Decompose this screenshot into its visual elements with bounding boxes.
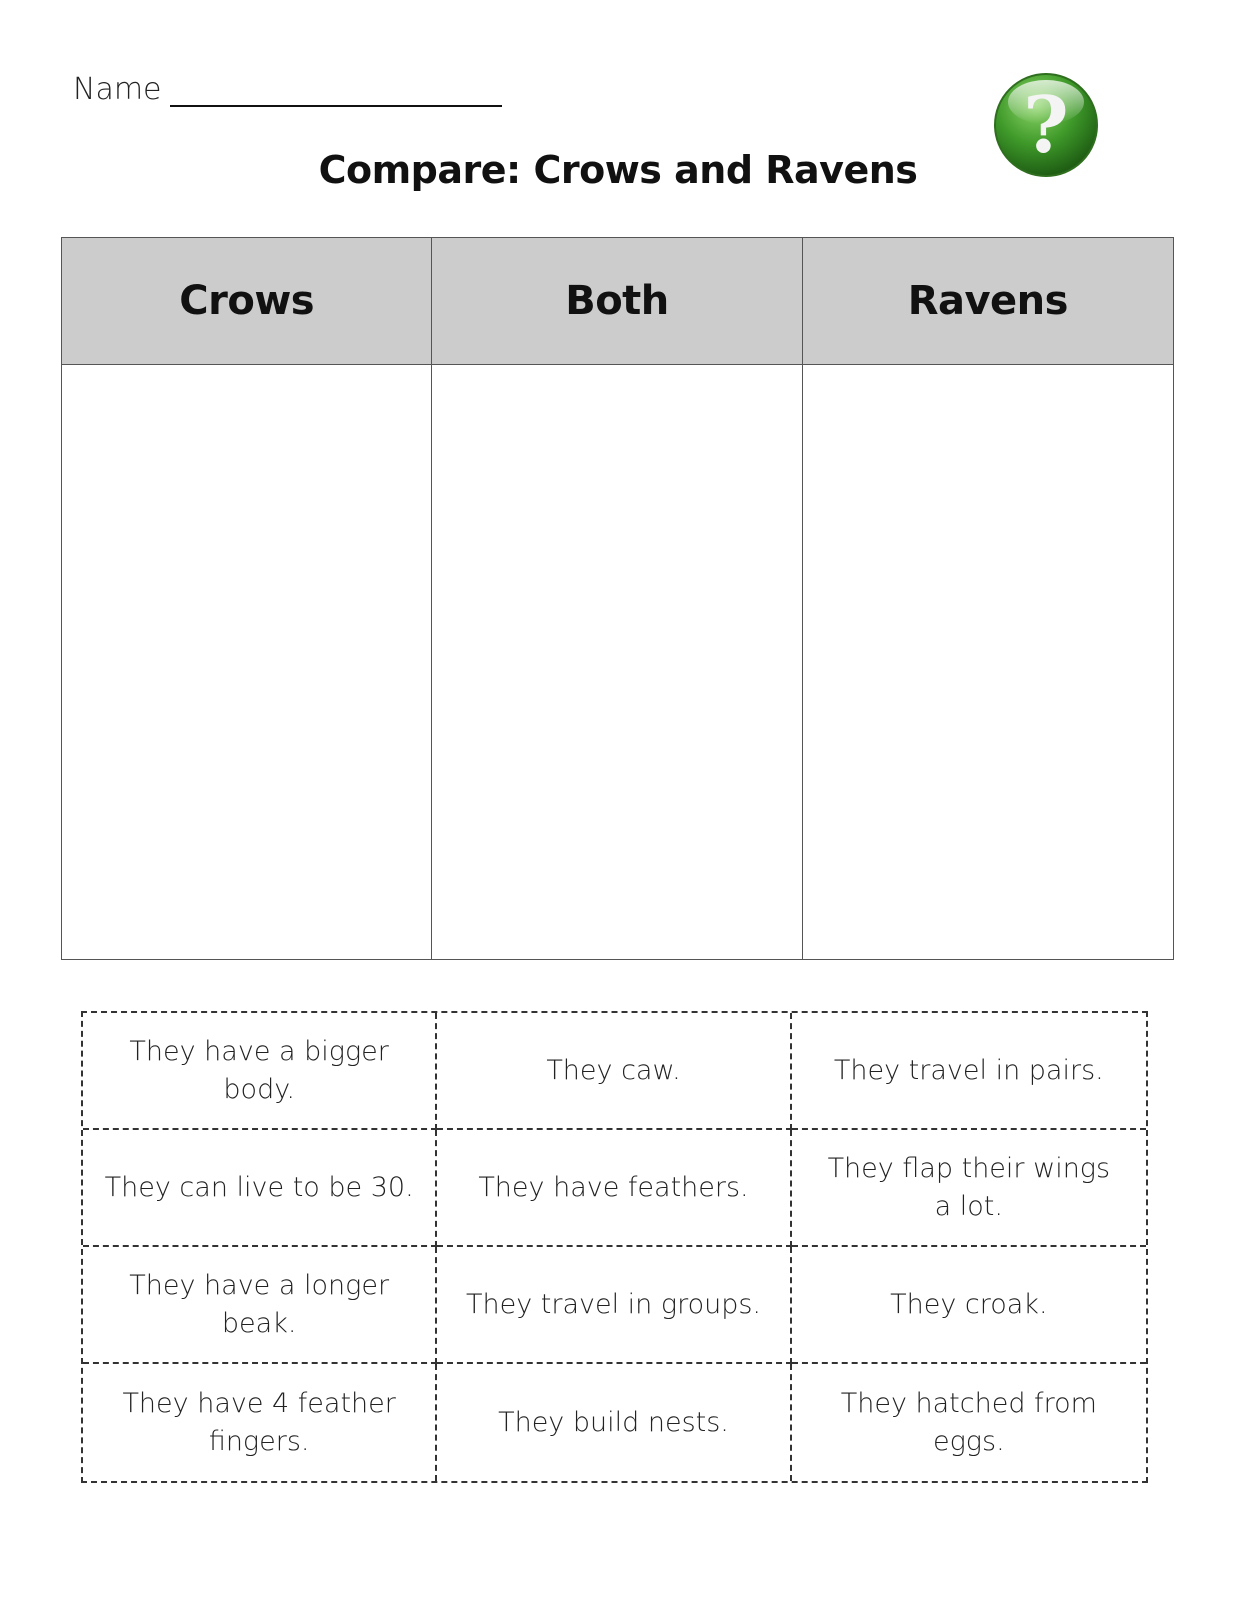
- fact-card[interactable]: They croak.: [792, 1247, 1146, 1364]
- crows-column-area[interactable]: [62, 365, 432, 959]
- column-header-crows: Crows: [62, 238, 432, 365]
- fact-card[interactable]: They have a bigger body.: [83, 1013, 437, 1130]
- both-column-area[interactable]: [432, 365, 802, 959]
- fact-card[interactable]: They caw.: [437, 1013, 791, 1130]
- fact-card[interactable]: They flap their wings a lot.: [792, 1130, 1146, 1247]
- column-header-ravens: Ravens: [803, 238, 1173, 365]
- fact-card[interactable]: They have a longer beak.: [83, 1247, 437, 1364]
- fact-card[interactable]: They have feathers.: [437, 1130, 791, 1247]
- column-header-both: Both: [432, 238, 802, 365]
- cut-out-cards: [81, 1011, 1148, 1483]
- fact-card[interactable]: They have 4 feather fingers.: [83, 1364, 437, 1481]
- question-mark-icon: [993, 72, 1099, 178]
- name-write-line[interactable]: [170, 75, 502, 107]
- page-title: Compare: Crows and Ravens: [318, 148, 918, 192]
- fact-card[interactable]: They can live to be 30.: [83, 1130, 437, 1247]
- fact-card[interactable]: They travel in pairs.: [792, 1013, 1146, 1130]
- name-label: Name: [73, 72, 162, 107]
- name-field-row: [73, 72, 502, 107]
- ravens-column-area[interactable]: [803, 365, 1173, 959]
- fact-card[interactable]: They hatched from eggs.: [840, 1387, 1097, 1457]
- fact-card[interactable]: They travel in groups.: [437, 1247, 791, 1364]
- fact-card[interactable]: They build nests.: [437, 1364, 791, 1481]
- svg-text:?: ?: [1023, 80, 1069, 171]
- compare-chart: [61, 237, 1174, 960]
